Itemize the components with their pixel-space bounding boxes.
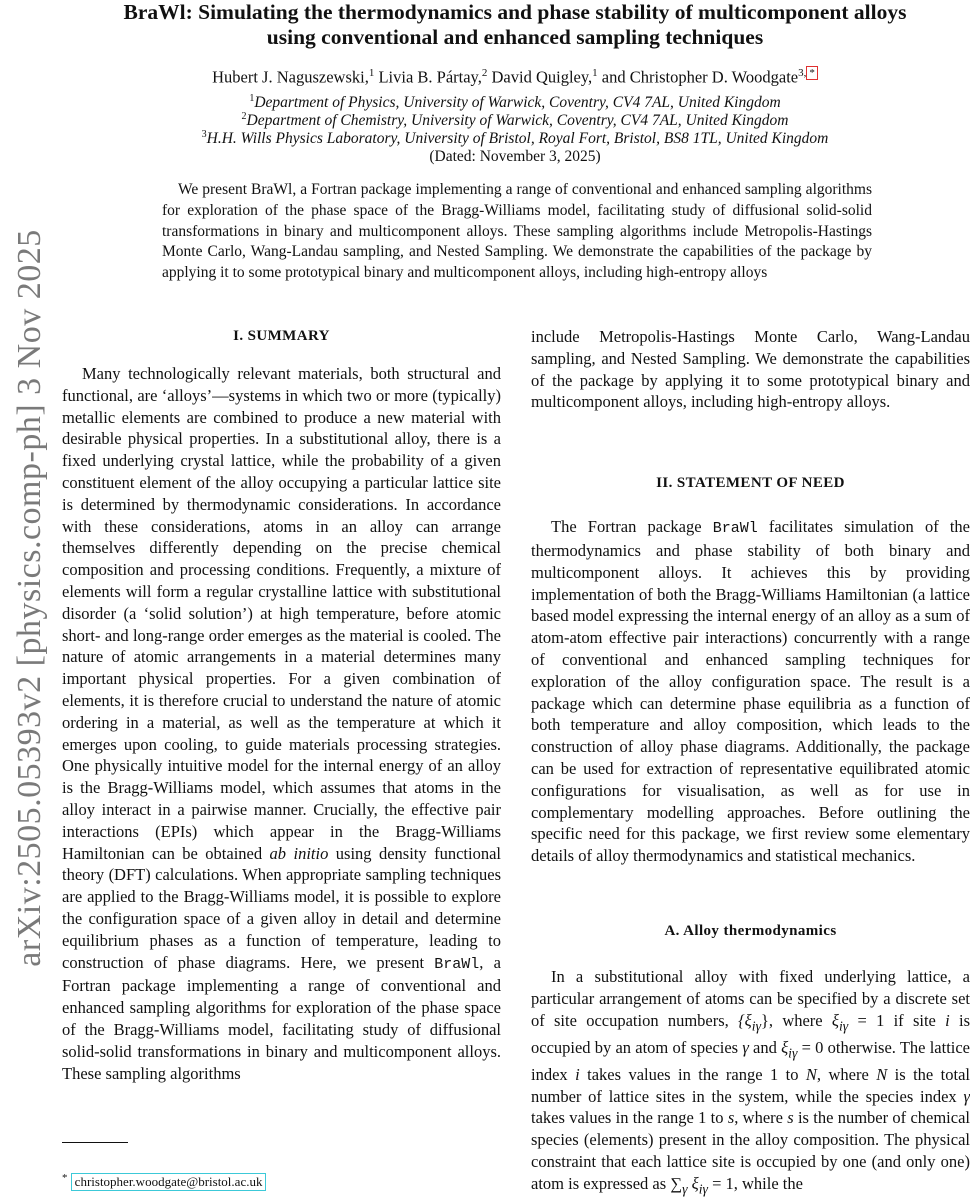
paper-title (60, 0, 970, 50)
text-run: takes values in the range 1 to (579, 1064, 806, 1084)
math: ξ (831, 1010, 839, 1030)
math: s (727, 1108, 735, 1128)
author-affil-mark: 2 (481, 67, 488, 79)
affiliation-3 (60, 129, 970, 148)
math: γ (742, 1037, 749, 1057)
math: = 0 (797, 1037, 824, 1057)
text-run: using density functional theory (DFT) calculations. When appropriate sampling techniques are applied to the Bragg-Williams model, it is possible to explore the configuration space of a given alloy in detail and determine equilibrium phases as a function of temperature, leading to construction of phase diagrams. Here, we present (62, 843, 501, 972)
affiliation-number: 2 (241, 111, 247, 122)
math: } (761, 1010, 769, 1030)
summary-paragraph-continued: include Metropolis-Hastings Monte Carlo, Wang-Landau sampling, and Nested Sampling. We demonstrate the capabilities of the package by applying it to some prototypical binary and multicomponent alloys, including high-entropy alloys. (531, 327, 970, 412)
text-run: facilitates simulation of the thermodynamics and phase stability of both binary and multicomponent alloys. It achieves this by providing implementation of both the Bragg-Williams Hamiltonian (a lattice based model expressing the internal energy of an alloy as a sum of atom-atom effective pair interactions) concurrently with a range of conventional and enhanced sampling techniques for exploration of the alloy configuration space. The result is a package which can determine phase equilibria as a function of both temperature and alloy composition, which leads to the construction of alloy phase diagrams. Additionally, the package can be used for extraction of representative equilibrated atomic configurations for visualisation, as well as for use in complementary modelling approaches. Before outlining the specific need for this package, we first review some elementary details of alloy thermodynamics and statistical mechanics. (531, 517, 970, 866)
author: Livia B. Pártay, (374, 67, 482, 87)
affiliation-number: 1 (249, 93, 255, 104)
author: and Christopher D. Woodgate (597, 67, 799, 87)
author-list (60, 66, 970, 88)
right-column (531, 326, 970, 1200)
subsection-heading-alloy-thermodynamics: A. Alloy thermodynamics (664, 922, 837, 939)
text-run: is the total number of lattice sites in the system, while the species index (531, 1064, 970, 1106)
title-line: BraWl: Simulating the thermodynamics and phase stability of multicomponent alloys (123, 0, 907, 24)
math-subscript: iγ (838, 1017, 849, 1033)
code-text: BraWl (434, 955, 480, 973)
author-affil-mark: 1 (592, 67, 598, 79)
affiliation-text: H.H. Wills Physics Laboratory, University of Bristol, Royal Fort, Bristol, BS8 1TL, United Kingdom (206, 130, 829, 148)
math: i (575, 1064, 580, 1084)
dated-line: (Dated: November 3, 2025) (429, 148, 601, 165)
text-run: The Fortran package (551, 517, 713, 537)
author-affil-mark: 1 (368, 67, 375, 79)
affiliation-1 (60, 93, 970, 112)
footnote (62, 1172, 266, 1191)
section-heading-summary: I. SUMMARY (233, 328, 330, 344)
math: = 1 (848, 1010, 885, 1030)
text-run: , a Fortran package implementing a range of conventional and enhanced sampling algorithms for exploration of the phase space of the Bragg-Williams model, facilitating study of diffusional solid-solid transformations in binary and multicomponent alloys. These sampling algorithms (62, 952, 501, 1083)
text-run: , while the (733, 1173, 803, 1193)
section-heading-statement-of-need: II. STATEMENT OF NEED (656, 475, 845, 492)
affiliation-number: 3 (201, 129, 207, 140)
text-run: takes values in the range 1 to (531, 1108, 728, 1128)
text-run: Many technologically relevant materials, both structural and functional, are ‘alloys’—systems in which two or more (typically) metallic elements are combined to produce a new material with desirable physical properties. In a substitutional alloy, there is a fixed underlying crystal lattice, while the probability of a given constituent element of the alloy occupying a particular lattice site is determined by thermodynamic considerations. In accordance with these considerations, atoms in an alloy can arrange themselves differently depending on the precise chemical composition and processing conditions. Frequently, a mixture of elements will form a regular crystalline lattice with substitutional disorder (a ‘solid solution’) at high temperature, before atomic short- and long-range order emerges as the material is cooled. The nature of atomic arrangements in a material determines many important physical properties. For a given combination of elements, it is therefore crucial to understand the nature of atomic ordering in a material, as well as the temperature at which it emerges upon cooling, to guide materials processing strategies. One physically intuitive model for the internal energy of an alloy is the Bragg-Williams model, which assumes that atoms in the alloy interact in a pairwise manner. Crucially, the effective pair interactions (EPIs) which appear in the Bragg-Williams Hamiltonian can be obtained (62, 364, 501, 863)
math: γ (963, 1086, 970, 1106)
footnote-rule (62, 1142, 128, 1143)
math-subscript: γ (682, 1181, 688, 1196)
text-run: In a substitutional alloy with fixed underlying lattice, a particular arrangement of atoms can be specified by a discrete set of site occupation numbers, (531, 966, 970, 1030)
need-paragraph (531, 516, 970, 867)
footnote-mark: * (62, 1172, 68, 1184)
text-run: , where (734, 1108, 788, 1128)
abstract: We present BraWl, a Fortran package implementing a range of conventional and enhanced sampling algorithms for exploration of the phase space of the Bragg-Williams model, facilitating study of diffusional solid-solid transformations in binary and multicomponent alloys. These sampling algorithms include Metropolis-Hastings Monte Carlo, Wang-Landau sampling, and Nested Sampling. We demonstrate the capabilities of the package by applying it to some prototypical binary and multicomponent alloys, including high-entropy alloys (162, 181, 872, 282)
math: N (805, 1064, 817, 1084)
affiliation-text: Department of Physics, University of Warwick, Coventry, CV4 7AL, United Kingdom (254, 94, 781, 112)
author: Hubert J. Naguszewski, (212, 67, 369, 87)
math: ξ (781, 1037, 789, 1057)
text-run: , where (816, 1064, 877, 1084)
text-run: and (748, 1037, 782, 1057)
affiliation-2 (60, 111, 970, 130)
math: N (876, 1064, 888, 1084)
thermo-paragraph (531, 966, 970, 1200)
left-column (62, 328, 501, 1084)
summary-paragraph (62, 363, 501, 1084)
math-subscript: iγ (788, 1044, 798, 1060)
text-run: if site (884, 1010, 946, 1030)
math: ξ (687, 1173, 699, 1193)
title-line: using conventional and enhanced sampling techniques (266, 25, 764, 49)
math: = 1 (707, 1173, 734, 1193)
math: s (787, 1108, 794, 1128)
author-affil-mark: 3, (798, 67, 807, 79)
author: David Quigley, (487, 67, 593, 87)
corresponding-author-link[interactable]: * (806, 66, 818, 80)
math: i (945, 1010, 950, 1030)
affiliation-text: Department of Chemistry, University of Warwick, Coventry, CV4 7AL, United Kingdom (246, 112, 789, 130)
math: {ξ (738, 1010, 752, 1030)
text-run: is the number of chemical species (elements) present in the alloy composition. The physical constraint that each lattice site is occupied by one (and only one) atom is expressed as (531, 1108, 970, 1193)
italic-text: ab initio (269, 843, 329, 863)
code-text: BraWl (712, 520, 758, 538)
email-link[interactable]: christopher.woodgate@bristol.ac.uk (71, 1173, 267, 1191)
math-subscript: iγ (751, 1017, 761, 1033)
text-run: , where (768, 1010, 832, 1030)
text-run: otherwise. The lattice index (531, 1037, 970, 1084)
math: ∑ (670, 1173, 683, 1193)
text-run: is occupied by an atom of species (531, 1010, 970, 1057)
math-subscript: iγ (698, 1181, 708, 1196)
arxiv-identifier: arXiv:2505.05393v2 [physics.comp-ph] 3 Nov 2025 (11, 229, 48, 967)
